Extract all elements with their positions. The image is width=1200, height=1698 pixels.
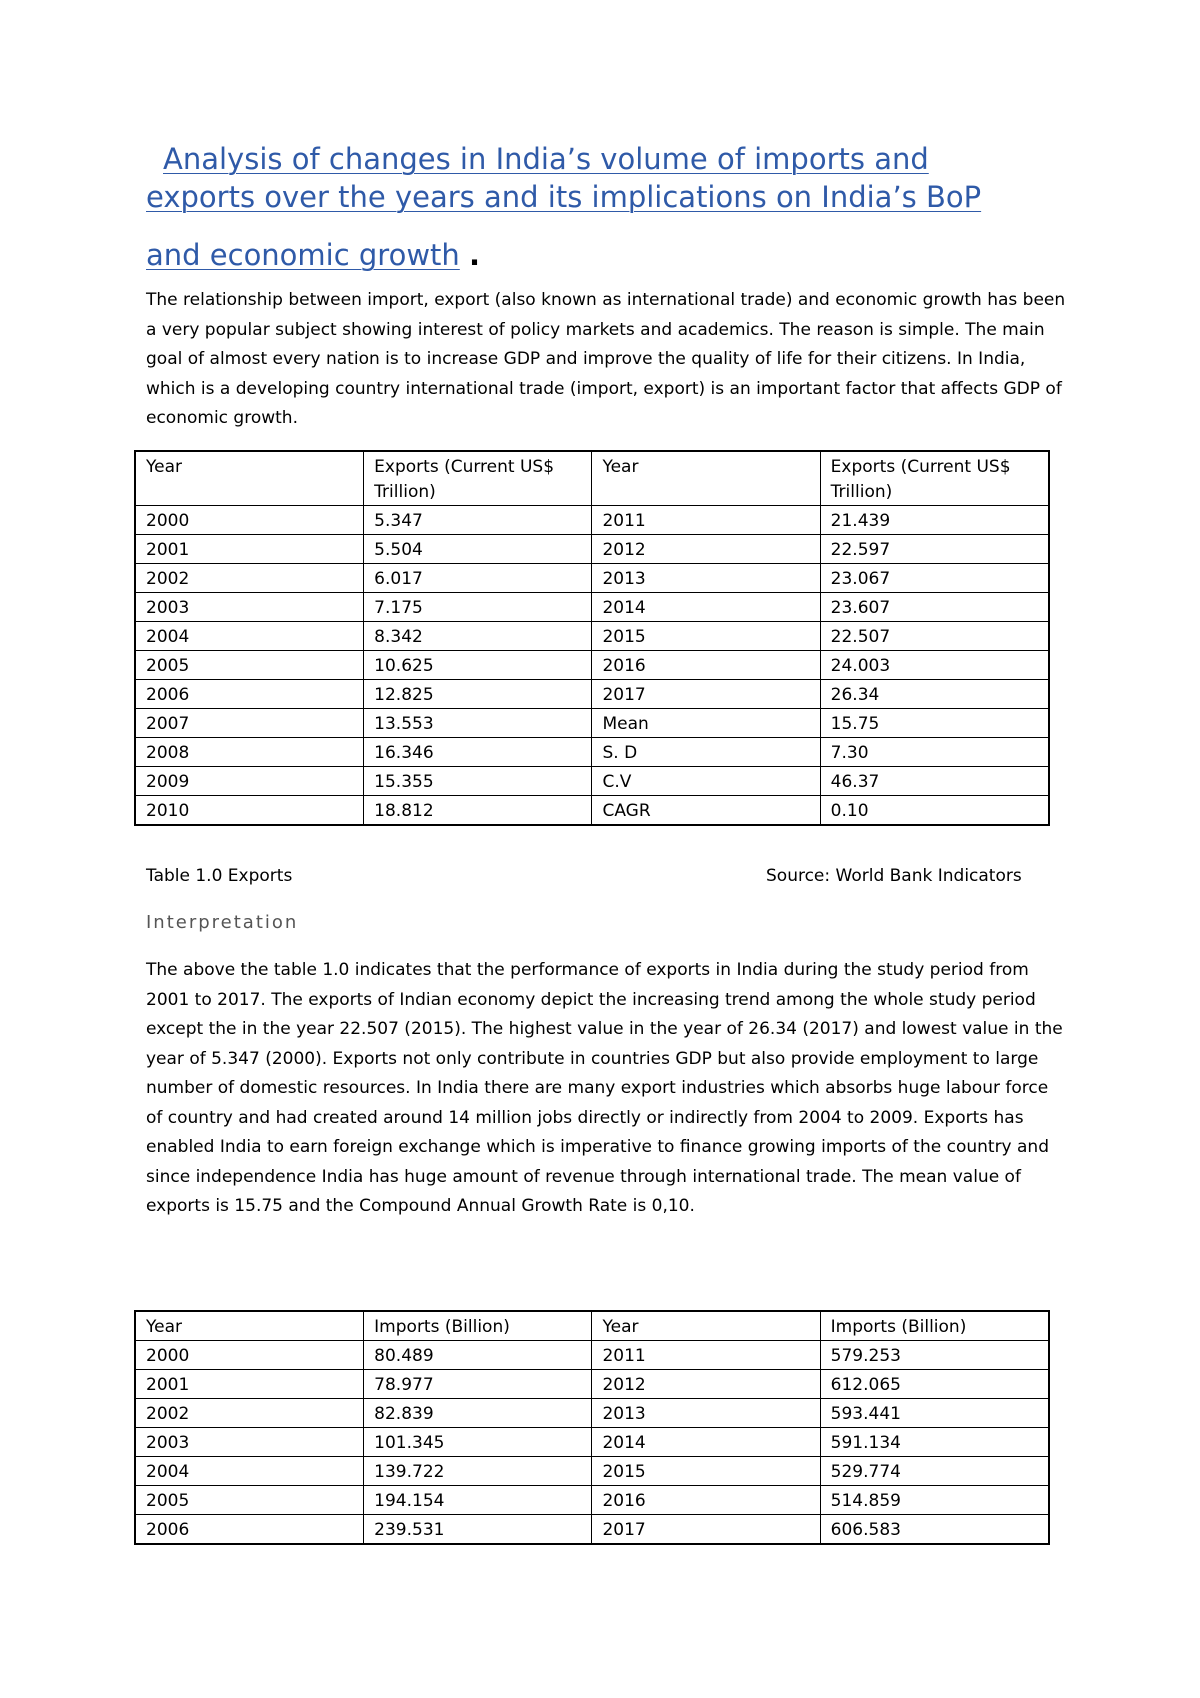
table-cell: 2014 [592,593,820,622]
table-row [135,680,1049,709]
table-cell: 22.597 [820,535,1049,564]
table-cell: 18.812 [364,796,592,826]
table-cell: 12.825 [364,680,592,709]
table-cell: 612.065 [820,1370,1049,1399]
table-cell: C.V [592,767,820,796]
table-cell: 2007 [135,709,364,738]
table-cell: 2013 [592,564,820,593]
table-cell: 21.439 [820,506,1049,535]
table-cell: 2005 [135,651,364,680]
table-cell: 78.977 [364,1370,592,1399]
table-cell: 24.003 [820,651,1049,680]
table-cell: 26.34 [820,680,1049,709]
table-row [135,709,1049,738]
table-cell: 2009 [135,767,364,796]
table-cell: 2017 [592,1515,820,1545]
table-cell: Mean [592,709,820,738]
table-cell: 2004 [135,622,364,651]
table-row [135,767,1049,796]
table-cell: S. D [592,738,820,767]
table-cell: 2014 [592,1428,820,1457]
table-cell: CAGR [592,796,820,826]
table-row [135,593,1049,622]
title-line-3: and economic growth [146,238,460,272]
table-cell: 2000 [135,1341,364,1370]
table-row [135,1428,1049,1457]
table-header-row [135,451,1049,506]
table-cell: 101.345 [364,1428,592,1457]
table-cell: 2006 [135,680,364,709]
table-cell: 80.489 [364,1341,592,1370]
table-row [135,1341,1049,1370]
table-cell: 591.134 [820,1428,1049,1457]
table-row [135,796,1049,826]
table-cell: 2015 [592,1457,820,1486]
exports-table [134,450,1050,826]
intro-paragraph: The relationship between import, export (also known as international trade) and economic growth has been a very popular subject showing interest of policy markets and academics. The reason is simple. The main goal of almost every nation is to increase GDP and improve the quality of life for their citizens. In India, which is a developing country international trade (import, export) is an important factor that affects GDP of economic growth. [146,290,1066,428]
table-cell: 2001 [135,535,364,564]
table-row [135,651,1049,680]
table-cell: 15.355 [364,767,592,796]
table-row [135,1399,1049,1428]
interpretation-heading: Interpretation [146,912,299,933]
table-cell: 10.625 [364,651,592,680]
table-cell: 2003 [135,593,364,622]
table-row [135,535,1049,564]
table-cell: 23.607 [820,593,1049,622]
table-cell: 2002 [135,564,364,593]
table-cell: 2016 [592,651,820,680]
table-header-cell: Exports (Current US$ Trillion) [820,451,1049,506]
table-cell: 2011 [592,1341,820,1370]
table-cell: 2016 [592,1486,820,1515]
table-cell: 2006 [135,1515,364,1545]
table-cell: 8.342 [364,622,592,651]
table-cell: 6.017 [364,564,592,593]
table-cell: 82.839 [364,1399,592,1428]
table-row [135,1486,1049,1515]
table-cell: 2002 [135,1399,364,1428]
table-caption: Table 1.0 Exports [146,866,293,886]
table-cell: 2011 [592,506,820,535]
table-header-cell: Year [592,451,820,506]
table-cell: 579.253 [820,1341,1049,1370]
table-header-cell: Year [135,451,364,506]
table-header-cell: Imports (Billion) [364,1311,592,1341]
table-cell: 2012 [592,1370,820,1399]
table-row [135,506,1049,535]
table-cell: 2004 [135,1457,364,1486]
table-cell: 2010 [135,796,364,826]
table-cell: 194.154 [364,1486,592,1515]
table-cell: 0.10 [820,796,1049,826]
interpretation-paragraph: The above the table 1.0 indicates that the performance of exports in India during the study period from 2001 to 2017. The exports of Indian economy depict the increasing trend among the whole study period except the in the year 22.507 (2015). The highest value in the year of 26.34 (2017) and lowest value in the year of 5.347 (2000). Exports not only contribute in countries GDP but also provide employment to large number of domestic resources. In India there are many export industries which absorbs huge labour force of country and had created around 14 million jobs directly or indirectly from 2004 to 2009. Exports has enabled India to earn foreign exchange which is imperative to finance growing imports of the country and since independence India has huge amount of revenue through international trade. The mean value of exports is 15.75 and the Compound Annual Growth Rate is 0,10. [146,960,1063,1216]
table-cell: 5.347 [364,506,592,535]
table-cell: 606.583 [820,1515,1049,1545]
table-header-cell: Year [592,1311,820,1341]
table-row [135,1370,1049,1399]
document-title [146,140,1046,274]
table-source: Source: World Bank Indicators [766,866,1022,886]
table-cell: 529.774 [820,1457,1049,1486]
table-row [135,1457,1049,1486]
table-header-cell: Imports (Billion) [820,1311,1049,1341]
table-cell: 139.722 [364,1457,592,1486]
title-line-1: Analysis of changes in India’s volume of imports and [163,142,929,176]
table-cell: 239.531 [364,1515,592,1545]
table-row [135,564,1049,593]
table-cell: 22.507 [820,622,1049,651]
table-cell: 46.37 [820,767,1049,796]
table-cell: 2003 [135,1428,364,1457]
table-cell: 16.346 [364,738,592,767]
table-row [135,622,1049,651]
table-cell: 2013 [592,1399,820,1428]
table-cell: 23.067 [820,564,1049,593]
table-cell: 13.553 [364,709,592,738]
table-cell: 7.175 [364,593,592,622]
title-line-2: exports over the years and its implications on India’s BoP [146,180,982,214]
table-cell: 2012 [592,535,820,564]
table-header-cell: Year [135,1311,364,1341]
table-cell: 15.75 [820,709,1049,738]
table-cell: 2001 [135,1370,364,1399]
table-cell: 2005 [135,1486,364,1515]
table-cell: 2000 [135,506,364,535]
table-cell: 2017 [592,680,820,709]
table-header-row [135,1311,1049,1341]
table-cell: 2008 [135,738,364,767]
table-cell: 5.504 [364,535,592,564]
table-cell: 514.859 [820,1486,1049,1515]
table-cell: 2015 [592,622,820,651]
table-header-cell: Exports (Current US$ Trillion) [364,451,592,506]
title-period: . [469,238,481,272]
table-row [135,738,1049,767]
table-row [135,1515,1049,1545]
table-cell: 7.30 [820,738,1049,767]
imports-table [134,1310,1050,1545]
table-cell: 593.441 [820,1399,1049,1428]
